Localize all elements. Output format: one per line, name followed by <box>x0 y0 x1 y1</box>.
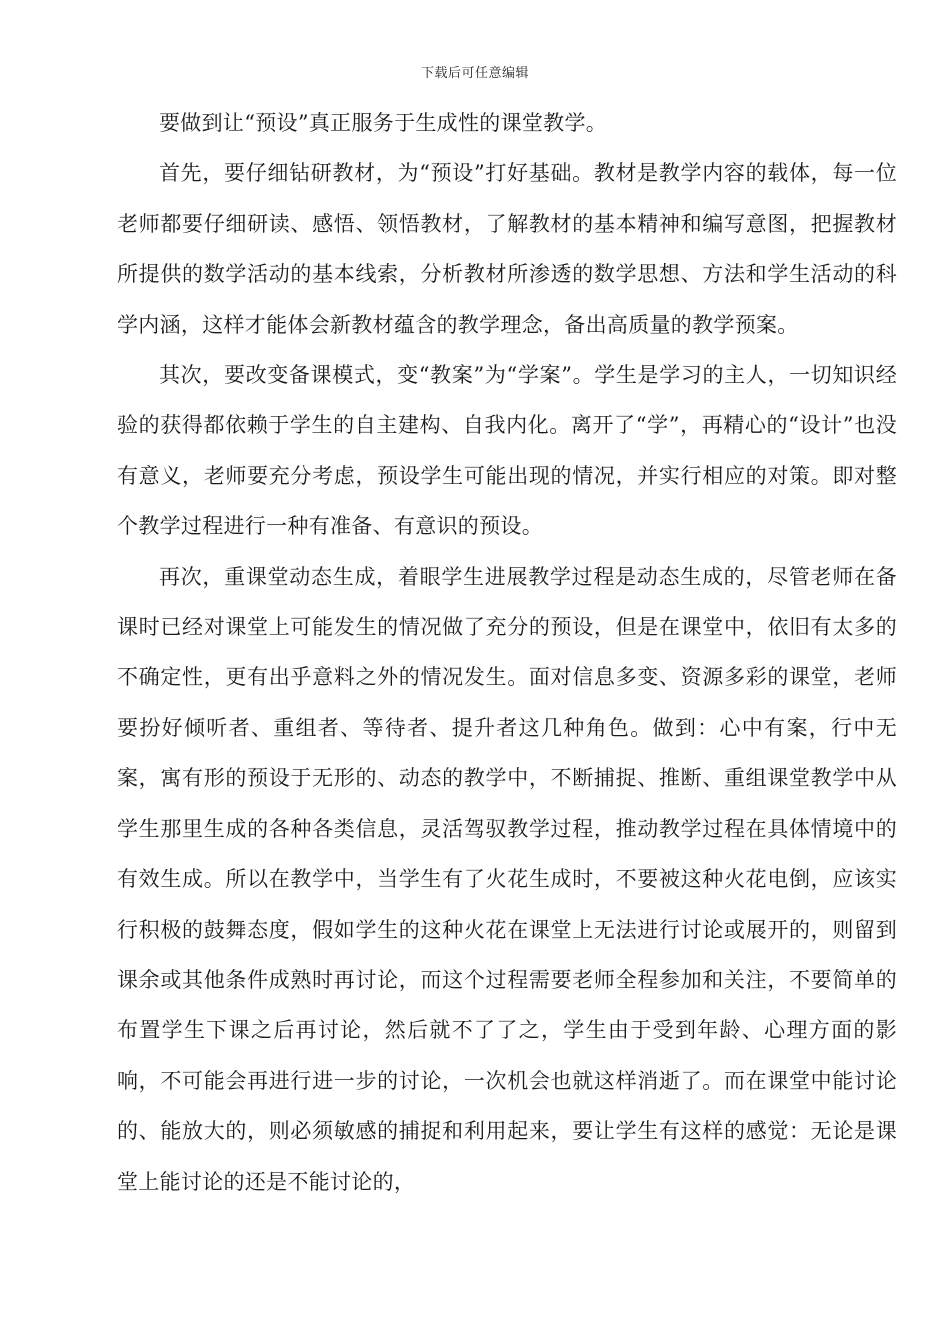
document-body <box>117 98 897 1207</box>
header-note: 下载后可任意编辑 <box>420 66 529 81</box>
paragraph-third: 再次，重课堂动态生成，着眼学生进展教学过程是动态生成的，尽管老师在备课时已经对课堂上可能发生的情况做了充分的预设，但是在课堂中，依旧有太多的不确定性，更有出乎意料之外的情况发生。面对信息多变、资源多彩的课堂，老师要扮好倾听者、重组者、等待者、提升者这几种角色。做到：心中有案，行中无案，寓有形的预设于无形的、动态的教学中，不断捕捉、推断、重组课堂教学中从学生那里生成的各种各类信息，灵活驾驭教学过程，推动教学过程在具体情境中的有效生成。所以在教学中，当学生有了火花生成时，不要被这种火花电倒，应该实行积极的鼓舞态度，假如学生的这种火花在课堂上无法进行讨论或展开的，则留到课余或其他条件成熟时再讨论，而这个过程需要老师全程参加和关注，不要简单的布置学生下课之后再讨论，然后就不了了之，学生由于受到年龄、心理方面的影响，不可能会再进行进一步的讨论，一次机会也就这样消逝了。而在课堂中能讨论的、能放大的，则必须敏感的捕捉和利用起来，要让学生有这样的感觉：无论是课堂上能讨论的还是不能讨论的， <box>117 564 897 1194</box>
paragraph-first: 首先，要仔细钻研教材，为“预设”打好基础。教材是教学内容的载体，每一位老师都要仔细研读、感悟、领悟教材，了解教材的基本精神和编写意图，把握教材所提供的数学活动的基本线索，分析教材所渗透的数学思想、方法和学生活动的科学内涵，这样才能体会新教材蕴含的教学理念，备出高质量的教学预案。 <box>117 161 897 337</box>
paragraph-intro: 要做到让“预设”真正服务于生成性的课堂教学。 <box>159 111 608 135</box>
paragraph-second: 其次，要改变备课模式，变“教案”为“学案”。学生是学习的主人，一切知识经验的获得都依赖于学生的自主建构、自我内化。离开了“学”，再精心的“设计”也没有意义，老师要充分考虑，预设学生可能出现的情况，并实行相应的对策。即对整个教学过程进行一种有准备、有意识的预设。 <box>117 363 897 539</box>
